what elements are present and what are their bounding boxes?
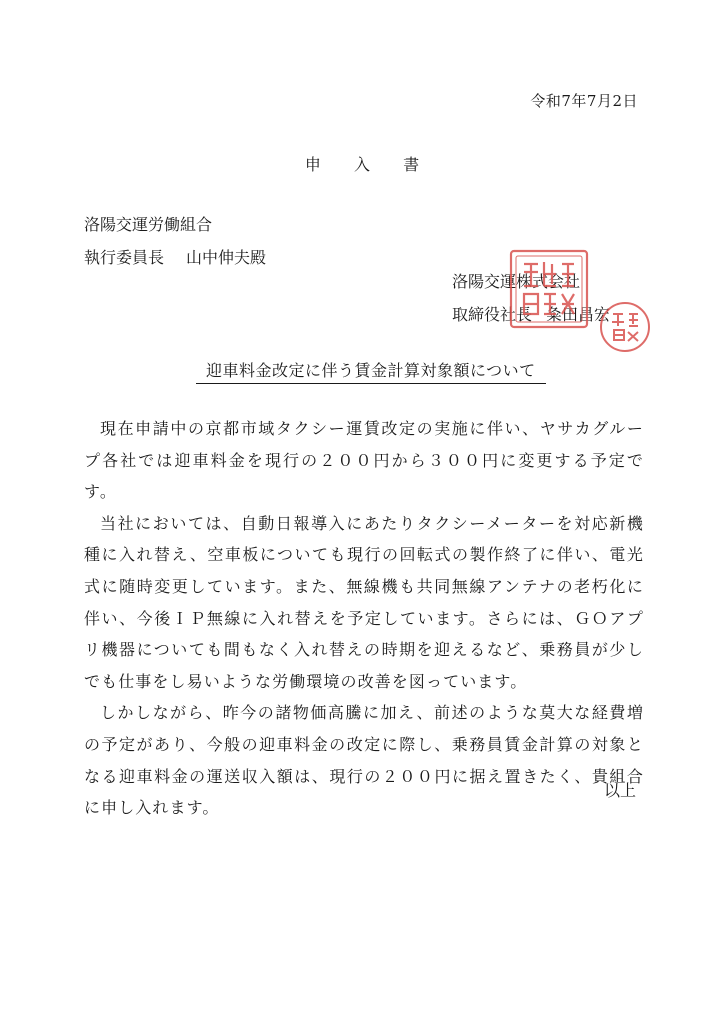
- document-body: [84, 413, 644, 824]
- document-subject: 迎車料金改定に伴う賃金計算対象額について: [196, 358, 546, 384]
- body-paragraph: 現在申請中の京都市域タクシー運賃改定の実施に伴い、ヤサカグループ各社では迎車料金を現行の２００円から３００円に変更する予定です。: [84, 419, 644, 502]
- body-paragraph: しかしながら、昨今の諸物価高騰に加え、前述のような莫大な経費増の予定があり、今般の迎車料金の改定に際し、乗務員賃金計算の対象となる迎車料金の運送収入額は、現行の２００円に据え置きたく、貴組合に申し入れます。: [84, 703, 644, 818]
- body-paragraph: 当社においては、自動日報導入にあたりタクシーメーターを対応新機種に入れ替え、空車板についても現行の回転式の製作終了に伴い、電光式に随時変更しています。また、無線機も共同無線アンテナの老朽化に伴い、今後ＩＰ無線に入れ替えを予定しています。さらには、ＧＯアプリ機器についても間もなく入れ替えの時期を迎えるなど、乗務員が少しでも仕事をし易いような労働環境の改善を図っています。: [84, 513, 644, 691]
- sender-position: 取締役社長: [452, 305, 533, 324]
- document-date: 令和7年7月2日: [530, 92, 638, 110]
- sender-block: [452, 265, 610, 331]
- addressee-block: [84, 208, 266, 274]
- sender-name: 粂田昌宏: [546, 305, 611, 324]
- addressee-organization: 洛陽交運労働組合: [84, 215, 213, 234]
- addressee-position: 執行委員長: [84, 248, 165, 267]
- addressee-line: [84, 241, 266, 274]
- sender-company: 洛陽交運株式会社: [452, 272, 581, 291]
- document-closing: 以上: [603, 781, 636, 800]
- document-title: 申 入 書: [304, 155, 434, 174]
- sender-line: [452, 298, 610, 331]
- addressee-name: 山中伸夫殿: [186, 248, 267, 267]
